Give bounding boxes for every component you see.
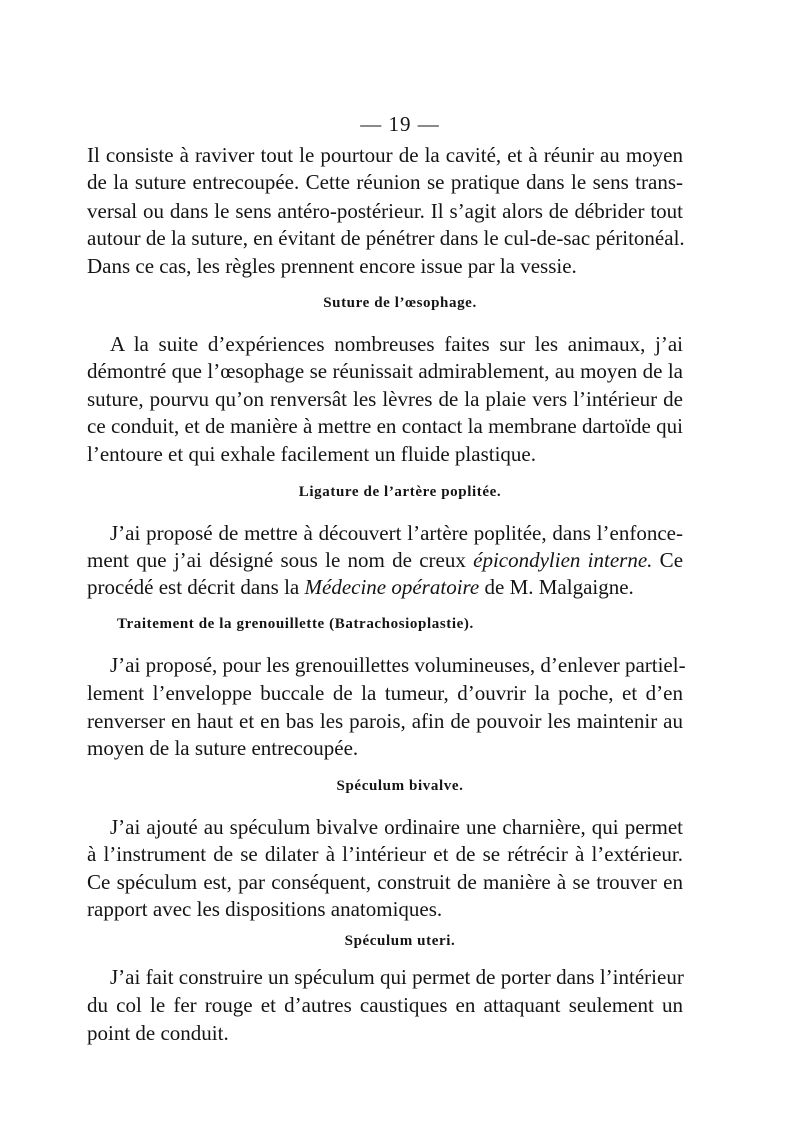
paragraph-line: démontré que l’œsophage se réunissait admirablement, au moyen de la <box>87 359 683 383</box>
italic-term: épicondylien interne. <box>473 548 653 572</box>
paragraph-text: ment que j’ai désigné sous le nom de creux <box>87 548 474 572</box>
paragraph-text: procédé est décrit dans la <box>87 575 305 599</box>
paragraph-line: l’entoure et qui exhale facilement un fluide plastique. <box>87 442 536 466</box>
paragraph-line: ce conduit, et de manière à mettre en contact la membrane dartoïde qui <box>87 414 683 438</box>
paragraph-line-with-italic <box>87 546 683 574</box>
paragraph-line: J’ai fait construire un spéculum qui permet de porter dans l’intérieur <box>110 965 684 989</box>
section-heading-ligature-poplitee: Ligature de l’artère poplitée. <box>298 484 502 500</box>
paragraph-line: lement l’enveloppe buccale de la tumeur, d’ouvrir la poche, et d’en <box>87 681 683 705</box>
paragraph-line: de la suture entrecoupée. Cette réunion se pratique dans le sens trans- <box>87 170 683 194</box>
paragraph-line: point de conduit. <box>87 1021 229 1045</box>
section-heading-grenouillette: Traitement de la grenouillette (Batrachosioplastie). <box>117 616 474 632</box>
paragraph-line: suture, pourvu qu’on renversât les lèvres de la plaie vers l’intérieur de <box>87 387 683 411</box>
paragraph-line: moyen de la suture entrecoupée. <box>87 736 359 760</box>
paragraph-line: Il consiste à raviver tout le pourtour de la cavité, et à réunir au moyen <box>87 143 683 167</box>
paragraph-line-with-italic <box>87 573 634 601</box>
paragraph-line: rapport avec les dispositions anatomiques. <box>87 897 443 921</box>
paragraph-line: autour de la suture, en évitant de pénétrer dans le cul-de-sac péritonéal. <box>87 226 685 250</box>
paragraph-line: A la suite d’expériences nombreuses faites sur les animaux, j’ai <box>110 332 683 356</box>
paragraph-line: renverser en haut et en bas les parois, afin de pouvoir les maintenir au <box>87 709 683 733</box>
section-heading-speculum-bivalve: Spéculum bivalve. <box>336 778 464 794</box>
italic-term: Médecine opératoire <box>304 575 480 599</box>
paragraph-line: J’ai proposé de mettre à découvert l’artère poplitée, dans l’enfonce- <box>110 521 683 545</box>
paragraph-text: de M. Malgaigne. <box>479 575 634 599</box>
page-number: — 19 — <box>360 112 440 136</box>
paragraph-line: Dans ce cas, les règles prennent encore issue par la vessie. <box>87 254 577 278</box>
paragraph-line: Ce spéculum est, par conséquent, construit de manière à se trouver en <box>87 870 683 894</box>
paragraph-line: du col le fer rouge et d’autres caustiques en attaquant seulement un <box>87 993 683 1017</box>
paragraph-text: Ce <box>652 548 684 572</box>
section-heading-suture-oesophage: Suture de l’œsophage. <box>323 295 477 311</box>
paragraph-line: J’ai proposé, pour les grenouillettes volumineuses, d’enlever partiel- <box>110 653 686 677</box>
paragraph-line: à l’instrument de se dilater à l’intérieur et de se rétrécir à l’extérieur. <box>87 842 683 866</box>
paragraph-line: J’ai ajouté au spéculum bivalve ordinaire une charnière, qui permet <box>110 815 683 839</box>
paragraph-line: versal ou dans le sens antéro-postérieur. Il s’agit alors de débrider tout <box>87 199 683 223</box>
section-heading-speculum-uteri: Spéculum uteri. <box>344 933 456 949</box>
